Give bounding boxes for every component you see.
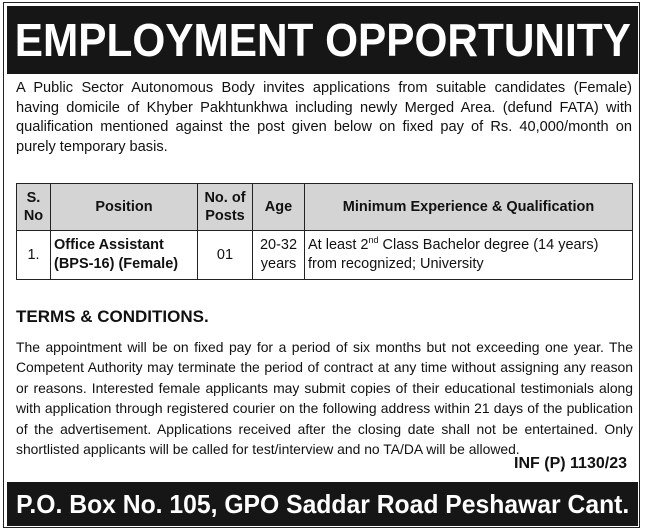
qualification-line2: from recognized; University bbox=[308, 256, 484, 272]
header-posts bbox=[198, 184, 253, 231]
position-title: Office Assistant bbox=[54, 237, 164, 253]
header-age: Age bbox=[253, 184, 305, 231]
cell-position bbox=[51, 231, 198, 280]
posts-table bbox=[16, 183, 633, 280]
reference-number: INF (P) 1130/23 bbox=[514, 455, 627, 472]
age-range: 20-32 bbox=[259, 237, 298, 253]
table-header-row bbox=[17, 184, 633, 231]
qualification-rest: Class Bachelor degree (14 years) bbox=[378, 237, 599, 253]
header-position: Position bbox=[51, 184, 198, 231]
terms-body: The appointment will be on fixed pay for a period of six months but not exceeding one year. The Competent Authority may terminate the period of contract at any time without assigning any reason or reasons. Interested female applicants may submit copies of their educational testimonials along with application through registered courier on the following address within 21 days of the publication of the advertisement. Applications received after the closing date shall not be entertained. Only shortlisted applicants will be called for test/interview and no TA/DA will be allowed. bbox=[16, 339, 633, 458]
header-sno-line2: No bbox=[23, 208, 44, 224]
intro-paragraph: A Public Sector Autonomous Body invites applications from suitable candidates (Female) having domicile of Khyber Pakhtunkhwa including newly Merged Area. (defund FATA) with qualification mentioned against the post given below on fixed pay of Rs. 40,000/month on purely temporary basis. bbox=[16, 80, 632, 155]
cell-qualification bbox=[305, 231, 633, 280]
title-banner bbox=[7, 6, 638, 74]
page-title: EMPLOYMENT OPPORTUNITY bbox=[14, 14, 631, 66]
cell-posts: 01 bbox=[198, 231, 253, 280]
header-sno-line1: S. bbox=[26, 190, 41, 206]
header-qualification: Minimum Experience & Qualification bbox=[305, 184, 633, 231]
qualification-superscript: nd bbox=[368, 235, 379, 246]
table-row bbox=[17, 231, 633, 280]
header-sno bbox=[17, 184, 51, 231]
qualification-prefix: At least 2 bbox=[308, 237, 369, 253]
address-banner bbox=[7, 482, 638, 526]
cell-sno: 1. bbox=[17, 231, 51, 280]
terms-heading: TERMS & CONDITIONS. bbox=[16, 307, 209, 326]
header-posts-line1: No. of bbox=[204, 190, 246, 206]
age-unit: years bbox=[260, 256, 297, 272]
address-text: P.O. Box No. 105, GPO Saddar Road Peshawar Cant. bbox=[15, 488, 630, 519]
header-posts-line2: Posts bbox=[205, 208, 245, 224]
position-grade: (BPS-16) (Female) bbox=[54, 256, 179, 272]
cell-age bbox=[253, 231, 305, 280]
